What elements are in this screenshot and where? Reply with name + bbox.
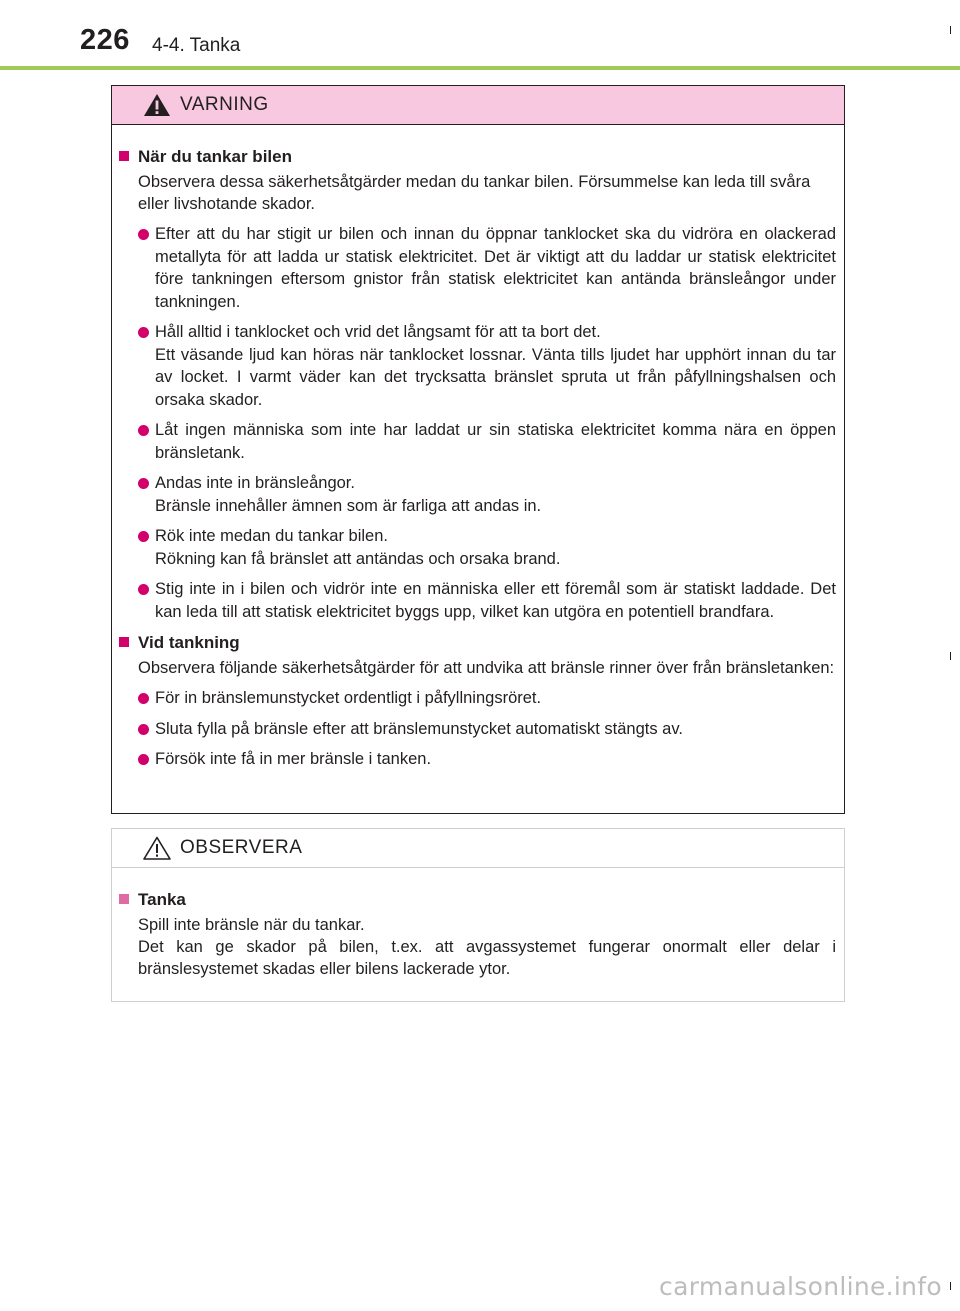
- section-intro: Observera dessa säkerhetsåtgärder medan du tankar bilen. Försummelse kan leda till svåra eller livshotande skador.: [138, 173, 811, 213]
- watermark: carmanualsonline.info: [659, 1272, 942, 1301]
- list-item: [119, 223, 836, 313]
- list-item-text: Låt ingen människa som inte har laddat ur sin statiska elektricitet komma nära en öppen bränsletank.: [155, 421, 836, 462]
- notice-title: OBSERVERA: [180, 837, 303, 858]
- warning-title: VARNING: [180, 94, 269, 115]
- warning-header: [112, 86, 844, 125]
- square-bullet-icon: [119, 637, 129, 647]
- header-rule: [0, 66, 960, 70]
- circle-bullet-icon: [138, 754, 149, 765]
- warning-triangle-icon: [142, 92, 172, 118]
- circle-bullet-icon: [138, 327, 149, 338]
- list-item-text: Försök inte få in mer bränsle i tanken.: [155, 750, 432, 768]
- list-item-text: [155, 321, 836, 411]
- list-item-line: Håll alltid i tanklocket och vrid det långsamt för att ta bort det.: [155, 323, 601, 341]
- list-item-text: Stig inte in i bilen och vidrör inte en människa eller ett föremål som är statiskt laddade. Det kan leda till att statisk elektricitet byggs upp, vilket kan utgöra en potentiell brandfara.: [155, 580, 836, 621]
- list-item: [119, 419, 836, 464]
- circle-bullet-icon: [138, 724, 149, 735]
- list-item-detail: Rökning kan få bränslet att antändas och orsaka brand.: [155, 549, 561, 568]
- list-item-text: [155, 472, 836, 517]
- list-item-text: Efter att du har stigit ur bilen och innan du öppnar tanklocket ska du vidröra en olackerad metallyta för att ladda ur statisk elektricitet. Det är viktigt att du laddar ur statisk elektricitet före tankningen eftersom gnistor från statisk elektricitet kan antända bränsleångor under tankningen.: [155, 225, 836, 311]
- notice-box: [111, 828, 845, 1002]
- list-item-line: Rök inte medan du tankar bilen.: [155, 527, 388, 545]
- circle-bullet-icon: [138, 584, 149, 595]
- list-item-detail: Bränsle innehåller ämnen som är farliga att andas in.: [155, 496, 542, 515]
- crop-mark: [950, 26, 951, 34]
- section-heading-text: Vid tankning: [138, 633, 240, 652]
- warning-box: [111, 85, 845, 814]
- circle-bullet-icon: [138, 425, 149, 436]
- crop-mark: [950, 1282, 951, 1290]
- section-heading-text: När du tankar bilen: [138, 147, 292, 166]
- section-intro: Observera följande säkerhetsåtgärder för att undvika att bränsle rinner över från bränsletanken:: [138, 659, 835, 677]
- caution-triangle-icon: [142, 835, 172, 861]
- warning-body: [112, 125, 844, 771]
- page-header: [0, 0, 960, 72]
- list-item: [119, 472, 836, 517]
- list-item: [119, 748, 836, 771]
- circle-bullet-icon: [138, 478, 149, 489]
- square-bullet-icon: [119, 151, 129, 161]
- list-item: [119, 578, 836, 623]
- circle-bullet-icon: [138, 229, 149, 240]
- section-heading: [119, 145, 836, 169]
- list-item: [119, 321, 836, 411]
- circle-bullet-icon: [138, 531, 149, 542]
- list-item: [119, 525, 836, 570]
- section-title: 4-4. Tanka: [152, 35, 241, 56]
- section-heading: [119, 888, 836, 912]
- square-bullet-icon: [119, 894, 129, 904]
- list-item-text: För in bränslemunstycket ordentligt i påfyllningsröret.: [155, 689, 542, 707]
- list-item: [119, 718, 836, 741]
- page-number: 226: [80, 24, 130, 56]
- circle-bullet-icon: [138, 693, 149, 704]
- list-item-text: Sluta fylla på bränsle efter att bränslemunstycket automatiskt stängts av.: [155, 719, 683, 738]
- notice-body: [112, 868, 844, 980]
- section-heading: [119, 631, 836, 655]
- crop-mark: [950, 652, 951, 660]
- list-item-detail: Ett väsande ljud kan höras när tanklocket lossnar. Vänta tills ljudet har upphört innan du tar av locket. I varmt väder kan det trycksatta bränslet spruta ut från påfyllningshalsen och orsaka skador.: [155, 345, 836, 409]
- list-item: [119, 687, 836, 710]
- list-item-text: [155, 525, 836, 570]
- notice-detail: Det kan ge skador på bilen, t.ex. att avgassystemet fungerar onormalt eller delar i bränslesystemet skadas eller bilens lackerade ytor.: [138, 938, 836, 978]
- list-item-line: Andas inte in bränsleångor.: [155, 474, 355, 492]
- notice-line: Spill inte bränsle när du tankar.: [138, 916, 365, 934]
- notice-header: [112, 829, 844, 868]
- section-heading-text: Tanka: [138, 890, 186, 909]
